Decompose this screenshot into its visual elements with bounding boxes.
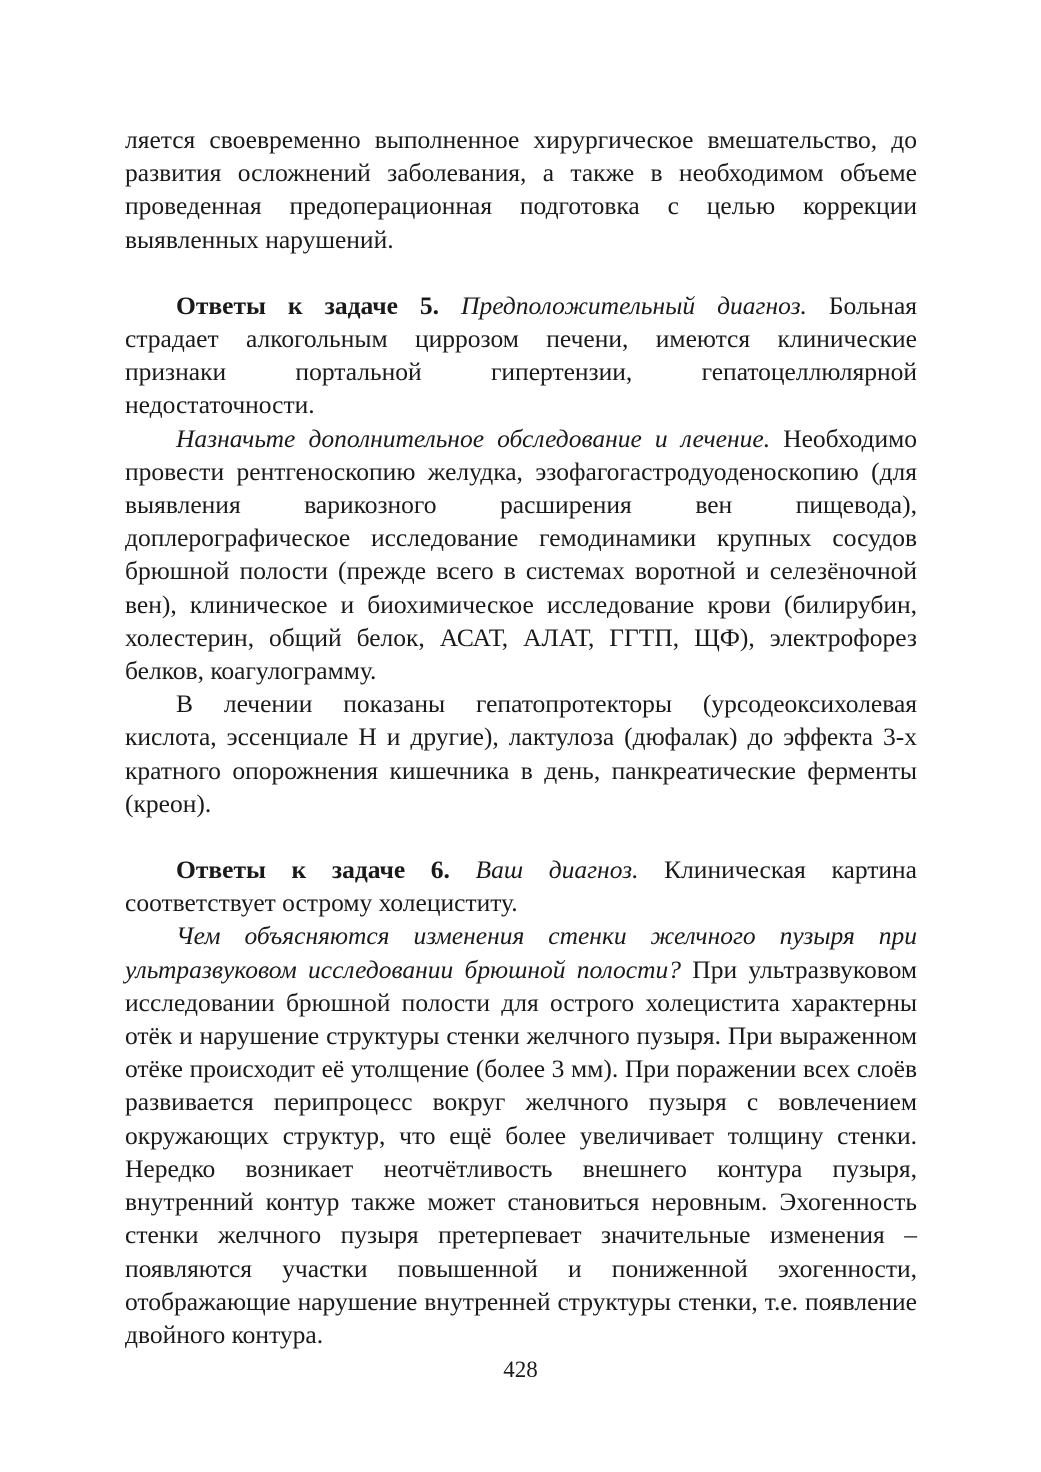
paragraph-text: При ультразвуковом исследовании брюшной полости для острого холецистита характерны отёк и нарушение структуры стенки желчного пузыря. При выраженном отёке происходит её утолщение (более 3 мм). При поражении всех слоёв развивается перипроцесс вокруг желчного пузыря с вовлечением окружающих структур, что ещё более увеличивает толщину стенки. Нередко возникает неотчётливость внешнего контура пузыря, внутренний контур также может становиться неровным. Эхогенность стенки желчного пузыря претерпевает значительные изменения – появляются участки повышенной и пониженной эхогенности, отображающие нарушение внутренней структуры стенки, т.е. появление двойного контура. [125,954,918,1349]
paragraph-ultrasound [125,919,917,1351]
paragraph-continuation [125,123,917,256]
answer-heading: Ответы к задаче 6. [176,855,450,885]
body-text [125,123,917,1351]
paragraph-text: ляется своевременно выполненное хирургическое вмешательство, до развития осложнений заболевания, а также в необходимом объеме проведенная предоперационная подготовка с целью коррекции выявленных нарушений. [125,125,917,254]
paragraph-answer-6 [125,853,917,919]
paragraph-text: Клиническая картина соответствует острому холециститу. [125,855,918,918]
paragraph-treatment [125,687,917,820]
question-label: Назначьте дополнительное обследование и лечение. [176,423,771,453]
paragraph-examination [125,422,917,688]
question-label: Предположительный диагноз. [461,290,807,320]
paragraph-answer-5 [125,289,917,422]
paragraph-text: Необходимо провести рентгеноскопию желудка, эзофагогастродуоденоскопию (для выявления варикозного расширения вен пищевода), доплерографическое исследование гемодинамики крупных сосудов брюшной полости (прежде всего в системах воротной и селезёночной вен), клиническое и биохимическое исследование крови (билирубин, холестерин, общий белок, АСАТ, АЛАТ, ГГТП, ЩФ), электрофорез белков, коагулограмму. [125,423,917,686]
paragraph-text: В лечении показаны гепатопротекторы (урсодеоксихолевая кислота, эссенциале Н и другие), лактулоза (дюфалак) до эффекта 3-х кратного опорожнения кишечника в день, панкреатические ферменты (креон). [125,689,917,818]
question-label: Чем объясняются изменения стенки желчного пузыря при ультразвуковом исследовании брюшной полости? [125,921,917,984]
paragraph-text: Больная страдает алкогольным циррозом печени, имеются клинические признаки портальной гипертензии, гепатоцеллюлярной недостаточности. [125,290,917,420]
answer-heading: Ответы к задаче 5. [176,290,440,320]
page-number: 428 [503,1357,538,1382]
question-label: Ваш диагноз. [475,855,639,885]
